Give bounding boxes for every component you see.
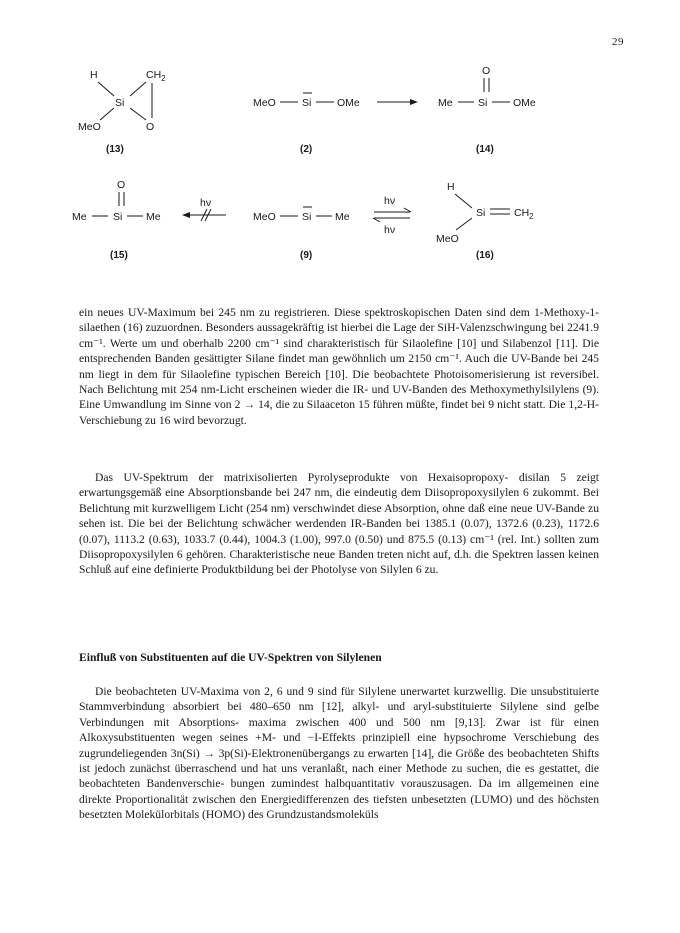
paragraph-diisopropoxysilylene [79,470,599,578]
label-15: (15) [110,250,128,261]
paragraph-substituent-effects [79,684,599,823]
blocked-arrow-9-to-15 [182,197,226,221]
hv-label: hν [384,195,396,207]
atom-o: O [117,179,126,191]
hv-label: hν [384,224,396,236]
section-heading: Einfluß von Substituenten auf die UV-Spektren von Silylenen [79,651,382,664]
atom-si: Si [302,97,312,109]
compound-9-structure [253,207,350,223]
label-16: (16) [476,250,494,261]
hv-label: hν [200,197,212,209]
atom-me: Me [438,97,453,109]
equilibrium-arrows-9-16 [373,195,411,236]
atom-si: Si [302,211,312,223]
reaction-scheme [70,52,630,280]
compound-14-structure [438,65,536,109]
atom-meo: MeO [253,211,276,223]
atom-o: O [146,121,155,133]
label-9: (9) [300,250,313,261]
paragraph-text: Die beobachteten UV-Maxima von 2, 6 und 9 sind für Silylene unerwartet kurzwellig. Die unsubstituierte Stammverbindung absorbiert bei 480–650 nm [12], alkyl- und aryl-substituierte Silylene sind gelbe Verbindungen mit Absorptions- maxima zwischen 400 und 500 nm [9,13]. Zwar ist für einen Alkoxysubstituenten wegen seines +M- und −I-Effekts prinzipiell eine hypsochrome Verschiebung des zugrundeliegenden 3n(Si) → 3p(Si)-Elektronenübergangs zu erwarten [14], die Größe des beobachteten Shifts ist jedoch zunächst überraschend und hat uns veranlaßt, nach einer Methode zu suchen, die es gestattet, die beobachteten Bandenverschie- bungen zumindest halbquantitativ vorauszusagen. Da im allgemeinen eine direkte Proportionalität zwischen den Energiedifferenzen des tiefsten unbesetzten (LUMO) und des höchsten besetzten Molekülorbitals (HOMO) des Grundzustandsmoleküls [79,685,600,822]
compound-16-structure [436,181,534,245]
label-13: (13) [106,144,124,155]
compound-2-structure [253,93,360,109]
atom-si: Si [115,97,125,109]
atom-ch2: $CH_2$ [514,207,534,221]
compound-13-structure [78,69,166,133]
atom-meo: MeO [78,121,101,133]
atom-h: H [90,69,98,81]
label-2: (2) [300,144,313,155]
arrow-2-to-14 [377,99,418,105]
atom-me: Me [72,211,87,223]
paragraph-text: Das UV-Spektrum der matrixisolierten Pyrolyseprodukte von Hexaisopropoxy- disilan 5 zeigt erwartungsgemäß eine Absorptionsbande bei 247 nm, die eindeutig dem Diisopropoxysilylen 6 zukommt. Bei Belichtung mit kurzwelligem Licht (254 nm) verschwindet diese Absorption, ohne daß eine neue UV-Bande zu sehen ist. Die bei der Belichtung schwächer werdenden IR-Banden bei 1385.1 (0.07), 1372.6 (0.23), 1172.6 (0.07), 1113.2 (0.63), 1033.7 (0.44), 1004.3 (1.00), 997.0 (0.50) und 875.5 (0.13) cm⁻¹ (rel. Int.) sollten zum Diisopropoxysilylen 6 gehören. Charakteristische neue Banden treten nicht auf, d.h. die Spektren lassen keinen Schluß auf eine definierte Produktbildung bei der Photolyse von Silylen 6 zu. [79,471,600,577]
compound-15-structure [72,179,161,223]
paragraph-photoisomerization [79,305,599,428]
page-number: 29 [612,36,624,48]
atom-ome: OMe [337,97,360,109]
atom-o: O [482,65,491,77]
paragraph-text: ein neues UV-Maximum bei 245 nm zu registrieren. Diese spektroskopischen Daten sind dem 1-Methoxy-1-silaethen (16) zuzuordnen. Besonders aussagekräftig ist hierbei die Lage der SiH-Valenzschwingung bei 2241.9 cm⁻¹. Werte um und oberhalb 2200 cm⁻¹ sind charakteristisch für Silaolefine [10] und Silabenzol [11]. Die entsprechenden Banden gesättigter Silane findet man gewöhnlich um 2150 cm⁻¹. Auch die UV-Bande bei 245 nm liegt in dem für Silaolefine typischen Bereich [10]. Die beobachtete Photoisomerisierung ist reversibel. Nach Belichtung mit 254 nm-Licht erscheinen wieder die IR- und UV-Banden des Methoxymethylsilylens (9). Eine Umwandlung im Sinne von 2 → 14, die zu Silaaceton 15 führen müßte, findet bei 9 nicht statt. Die 1,2-H-Verschiebung zu 16 wird bevorzugt. [79,306,600,427]
atom-si: Si [476,207,486,219]
atom-ch2: $CH_2$ [146,69,166,83]
atom-ome: OMe [513,97,536,109]
atom-meo: MeO [436,233,459,245]
atom-h: H [447,181,455,193]
atom-me: Me [335,211,350,223]
atom-si: Si [113,211,123,223]
atom-si: Si [478,97,488,109]
atom-me: Me [146,211,161,223]
atom-meo: MeO [253,97,276,109]
label-14: (14) [476,144,494,155]
